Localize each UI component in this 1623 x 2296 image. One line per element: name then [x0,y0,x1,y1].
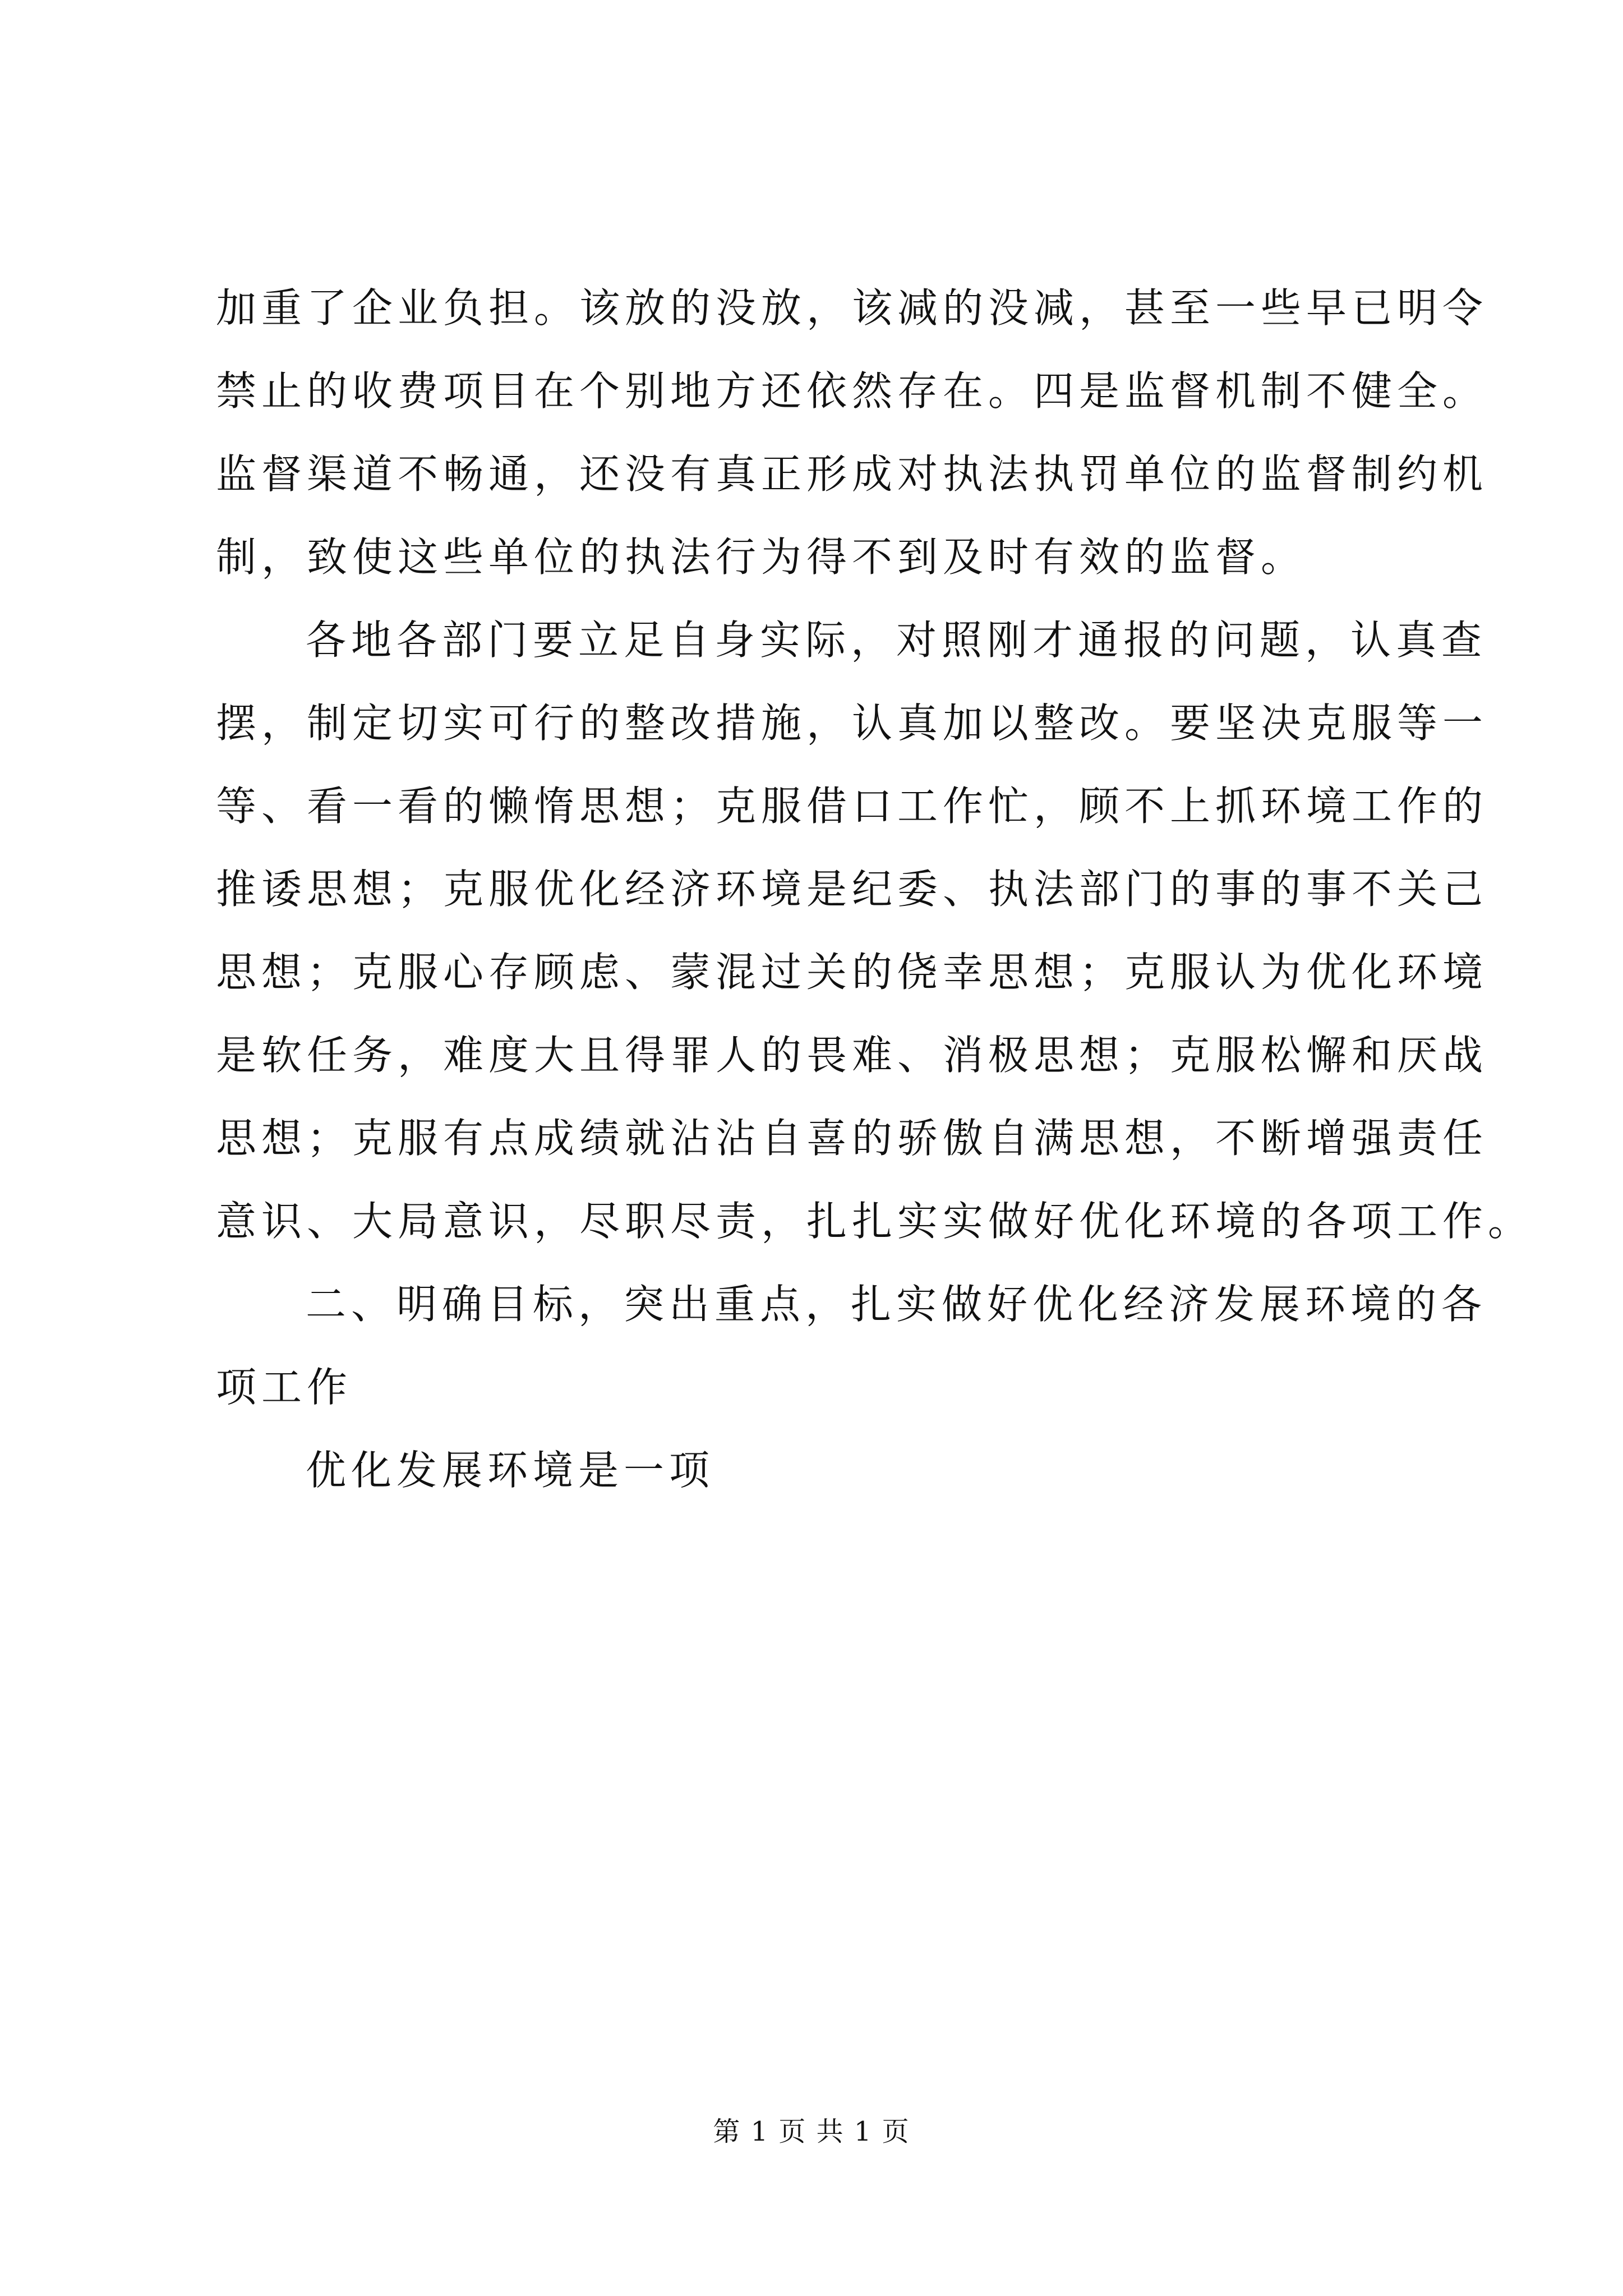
text-line: 等、看一看的懒惰思想；克服借口工作忙，顾不上抓环境工作的 [216,783,1488,830]
text-line: 制，致使这些单位的执法行为得不到及时有效的监督。 [216,533,1307,581]
page-number-footer: 第 1 页 共 1 页 [713,2116,910,2147]
section-heading-line: 项工作 [216,1364,353,1411]
text-line: 加重了企业负担。该放的没放，该减的没减，甚至一些早已明令 [216,284,1488,332]
paragraph-start-line: 优化发展环境是一项 [306,1447,715,1494]
text-line: 摆，制定切实可行的整改措施，认真加以整改。要坚决克服等一 [216,700,1488,747]
text-line: 禁止的收费项目在个别地方还依然存在。四是监督机制不健全。 [216,367,1488,415]
document-body [216,266,1534,1512]
text-line: 意识、大局意识，尽职尽责，扎扎实实做好优化环境的各项工作。 [216,1198,1534,1245]
text-line: 监督渠道不畅通，还没有真正形成对执法执罚单位的监督制约机 [216,450,1488,498]
text-line: 思想；克服心存顾虑、蒙混过关的侥幸思想；克服认为优化环境 [216,949,1488,996]
section-heading-line: 二、明确目标，突出重点，扎实做好优化经济发展环境的各 [306,1281,1487,1328]
text-line: 是软任务，难度大且得罪人的畏难、消极思想；克服松懈和厌战 [216,1032,1488,1079]
text-line: 思想；克服有点成绩就沾沾自喜的骄傲自满思想，不断增强责任 [216,1115,1488,1162]
text-line: 推诿思想；克服优化经济环境是纪委、执法部门的事的事不关己 [216,866,1488,913]
paragraph-start-line: 各地各部门要立足自身实际，对照刚才通报的问题，认真查 [306,616,1487,664]
